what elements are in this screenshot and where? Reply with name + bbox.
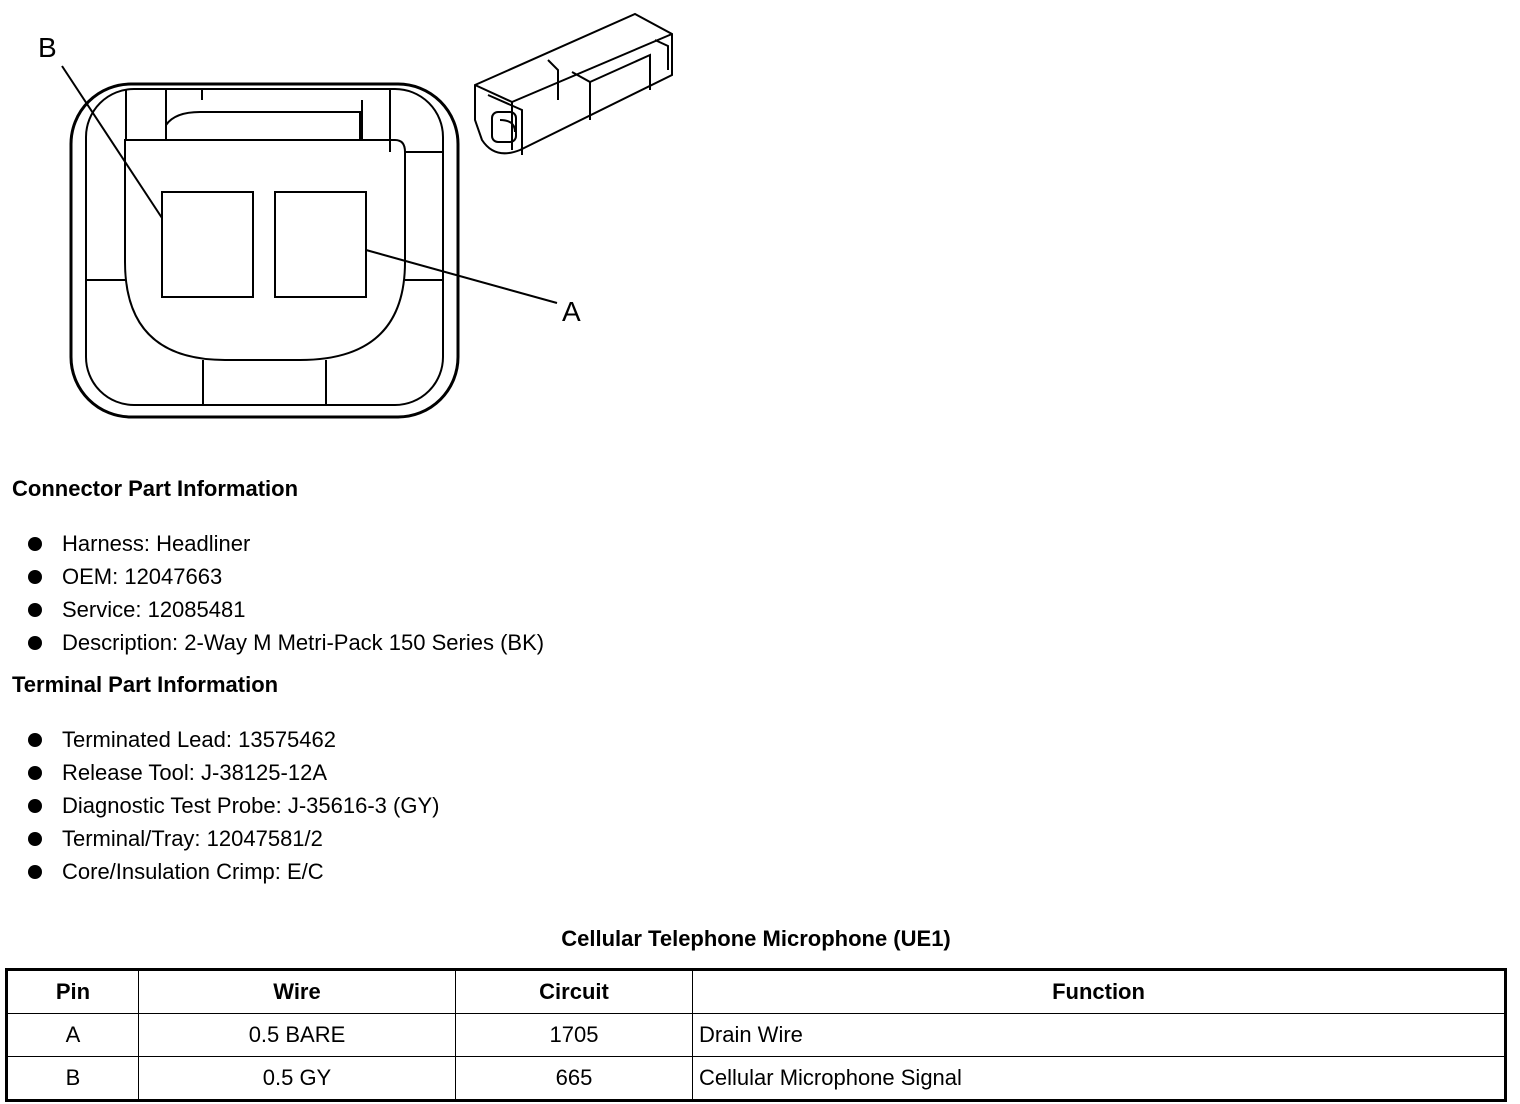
terminal-part-info-heading: Terminal Part Information [12,672,279,697]
connector-outer-shell [71,84,458,417]
connector-cavity [125,140,405,360]
connector-lock-tab [166,112,360,140]
list-item: OEM: 12047663 [28,560,544,593]
connector-part-info-list [28,527,544,659]
cell-wire: 0.5 GY [139,1057,456,1101]
cell-function: Cellular Microphone Signal [693,1057,1506,1101]
connector-face-diagram [0,0,700,440]
pin-label-a: A [562,296,581,327]
cell-circuit: 1705 [456,1014,693,1057]
terminal-cavity-b [162,192,253,297]
bullet-icon [28,799,42,813]
bullet-icon [28,570,42,584]
bullet-icon [28,832,42,846]
pin-label-b: B [38,32,57,63]
bullet-icon [28,733,42,747]
list-item: Terminated Lead: 13575462 [28,723,439,756]
list-item: Service: 12085481 [28,593,544,626]
column-header-circuit: Circuit [456,970,693,1014]
cell-circuit: 665 [456,1057,693,1101]
leader-line-a [366,250,557,303]
terminal-cavity-a [275,192,366,297]
table-row [7,1057,1506,1101]
column-header-pin: Pin [7,970,139,1014]
pinout-table-title: Cellular Telephone Microphone (UE1) [561,926,951,951]
column-header-function: Function [693,970,1506,1014]
bullet-icon [28,603,42,617]
table-header-row [7,970,1506,1014]
pinout-table [5,968,1507,1102]
list-item: Core/Insulation Crimp: E/C [28,855,439,888]
list-item: Description: 2-Way M Metri-Pack 150 Series (BK) [28,626,544,659]
terminal-part-info-list [28,723,439,888]
bullet-icon [28,636,42,650]
bullet-icon [28,865,42,879]
connector-bottom-key [203,360,326,405]
bullet-icon [28,766,42,780]
list-item: Terminal/Tray: 12047581/2 [28,822,439,855]
table-row [7,1014,1506,1057]
cell-function: Drain Wire [693,1014,1506,1057]
list-item: Harness: Headliner [28,527,544,560]
cell-pin: B [7,1057,139,1101]
list-item: Diagnostic Test Probe: J-35616-3 (GY) [28,789,439,822]
connector-part-info-heading: Connector Part Information [12,476,299,501]
cell-wire: 0.5 BARE [139,1014,456,1057]
connector-3d-illustration [475,14,672,155]
bullet-icon [28,537,42,551]
column-header-wire: Wire [139,970,456,1014]
list-item: Release Tool: J-38125-12A [28,756,439,789]
cell-pin: A [7,1014,139,1057]
